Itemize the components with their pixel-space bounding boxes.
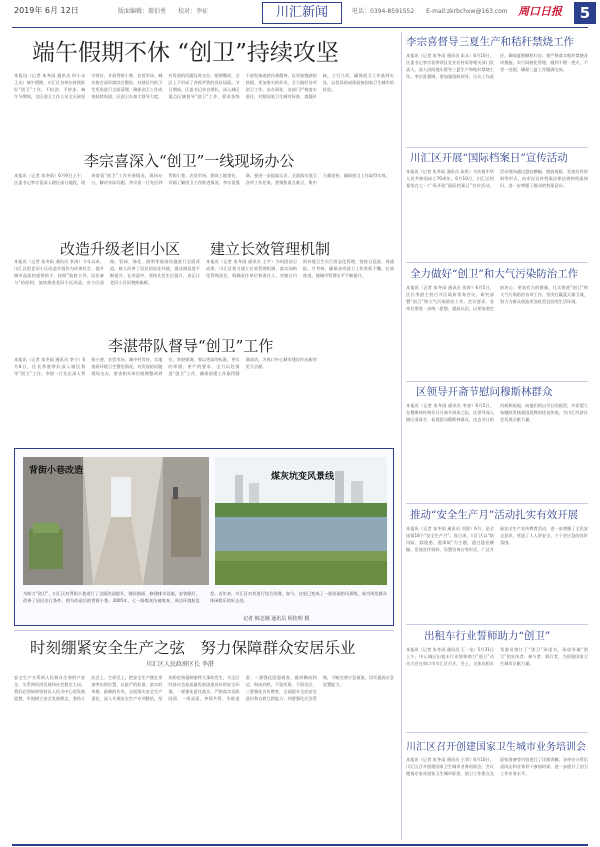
divider-photo [14, 630, 394, 631]
side-headline-5: 推动“安全生产月”活动扎实有效开展 [410, 509, 579, 521]
article-safety-body: 安全生产关系到人民群众生命财产安全，关系到经济发展和社会稳定大局。我们必须始终坚持以人民为中心的发展思想，牢固树立安全发展理念，坚持人民至上、生命至上，把安全生产摆在更加突出的位置，以最严的标准、最实的举措、最硬的作风，全面落实安全生产责任，深入开展安全生产专项整治，坚决防范和遏制重特大事故发生，为全区经济社会高质量发展创造良好的安全环境。一要强化责任落实，严格落实党政同责、一岗双责、齐抓共管、失职追责；二要强化隐患排查，做到横向到边、纵向到底，不留死角、不留盲区；三要强化宣传教育，全面提升全民安全意识和自救互救能力；四要强化应急管理，不断完善应急预案，切实提高应急处置能力。 [14, 675, 394, 701]
side-divider-1 [406, 147, 588, 148]
headline-li-zhan: 李湛带队督导“创卫”工作 [108, 337, 274, 355]
headline-old-community: 改造升级老旧小区 [60, 240, 181, 258]
headline-main: 端午假期不休 “创卫”持续攻坚 [32, 40, 339, 66]
article-old-community-body: 本报讯（记者 朱冬雨 通讯员 李涛）今年以来，川汇区把老旧小区改造升级作为改善民生、提升城市品质的重要抓手，按照“政府主导、居民参与”的原则，加快推进老旧小区改造，对小区道路、管网、绿化、照明等基础设施进行全面改造，极大改善了居民的居住环境，群众满意度不断提升。在改造中，坚持先民生后提升，真正让老旧小区旧貌换新颜。 [14, 259, 200, 285]
side-divider-5 [406, 624, 588, 625]
headline-safety: 时刻绷紧安全生产之弦 努力保障群众安居乐业 [30, 639, 356, 657]
section-title: 川汇新闻 [262, 2, 342, 24]
safety-byline: 川汇区人民政府区长 李湛 [146, 661, 214, 668]
side-article-7-body: 本报讯（记者 朱冬雨 通讯员 王翠）6月10日，川汇区召开创建国家卫生城市业务培训会。会议邀请专家对国家卫生城市标准、创卫工作要点及迎检准备等内容进行了详细讲解。各单位分管负责同志和业务骨干参加培训，进一步提升了创卫工作业务水平。 [406, 757, 588, 776]
side-article-5-body: 本报讯（记者 朱冬雨 通讯员 刘涛）6月，是全国第18个“安全生产月”。连日来，川汇区以“防风险、除隐患、遏事故”为主题，通过悬挂横幅、发放宣传资料、设置咨询台等形式，广泛开展安全生产宣传教育活动，进一步增强了全民安全意识，营造了人人讲安全、个个会应急的良好氛围。 [406, 526, 588, 552]
contact-info: 电话：0394-8591552 E-mail:zkrbchxw@163.com [352, 8, 508, 15]
article-main-body: 本报讯（记者 朱冬雨 通讯员 时小永 王永）端午假期，川汇区各单位持续抓好“创卫”工作，不松劲、不停步。端午节期间，全区创卫工作人员全天候坚守岗位，开展背街小巷、农贸市场、城乡接合部环境综合整治，对辖区内的卫生死角进行全面清理，确保创卫工作成效持续巩固。区创卫办加大督导力度，对发现的问题及时交办、限期整改，全区上下形成了齐抓共管的良好局面。节日期间，区委书记亲自带队，深入城区重点区域督导“创卫”工作，要求各级干部发扬连续作战精神，以更加饱满的热情、更加务实的作风，全力做好各项创卫工作。各办事处、各部门严格落实责任，对照国家卫生城市标准，查漏补缺，立行立改，确保创卫工作落到实处，以优异的成绩迎接国家卫生城市的检验。 [14, 73, 394, 99]
photo-alley-label: 背街小巷改造 [29, 466, 84, 476]
side-divider-6 [406, 732, 588, 733]
footer-rule [12, 844, 588, 846]
side-headline-1: 李宗喜督导三夏生产和秸秆禁烧工作 [406, 36, 574, 48]
side-headline-3: 全力做好“创卫”和大气污染防治工作 [410, 268, 579, 280]
masthead [0, 0, 600, 26]
photo-lake [215, 457, 387, 585]
side-headline-6: 出租车行业誓师助力“创卫” [424, 630, 551, 642]
page-number: 5 [574, 2, 596, 24]
side-headline-4: 区领导开斋节慰问穆斯林群众 [416, 386, 553, 398]
issue-date: 2019年 6月 12日 [14, 6, 79, 15]
alley-image-icon [23, 457, 209, 585]
headline-long-term: 建立长效管理机制 [210, 240, 331, 258]
photo-credit: 记者 韩志刚 通讯员 程钦明 摄 [243, 616, 310, 622]
header-rule [12, 27, 588, 28]
article-li-zhan-body: 本报讯（记者 朱冬雨 通讯员 李宁）6月8日，区长李湛带队深入辖区督导“创卫”工作。李湛一行先后深入背街小巷、农贸市场、城中村等处，实地查看环境卫生整治情况，对发现的问题现场交办，要求相关单位限期整改到位。李湛强调，要以更高的标准、更实的举措、更严的要求，全力以赴推进“创卫”工作，确保创建工作取得圆满成功，为周口中心城市建设作出新的更大贡献。 [14, 357, 317, 376]
headline-li-zongxi: 李宗喜深入“创卫”一线现场办公 [84, 152, 295, 170]
editor-info: 版面编辑：郝伯勇 校对：李征 [118, 8, 209, 15]
side-article-4-body: 本报讯（记者 朱冬雨 通讯员 李金）6月5日，在穆斯林传统节日开斋节到来之际，区领导深入辖区清真寺，看望慰问穆斯林群众，送去节日的问候和祝福，向他们致以节日的祝贺，并希望大家继续发扬爱国爱教的优良传统，为川汇经济社会发展贡献力量。 [406, 403, 588, 422]
side-headline-7: 川汇区召开创建国家卫生城市业务培训会 [406, 742, 586, 753]
side-headline-2: 川汇区开展“国际档案日”宣传活动 [410, 152, 568, 164]
photo-caption: 为助力“创卫”，川汇区对背街小巷进行了全面改造提升，铺设路面、修建排水设施，安装路灯，改善了居民出行条件。图为改造后的背街小巷。2005年，七一路煤灰坑被废弃，周边环境脏乱差。近年来，川汇区对其进行综合治理，如今，这里已变成了一道亮丽的风景线，成为周边群众休闲娱乐的好去处。 [23, 591, 387, 603]
side-article-2-body: 本报讯（记者 朱冬雨 通讯员 朱俭）为庆祝中华人民共和国成立70周年，6月10日，川汇区档案馆在七一广场开展“国际档案日”宣传活动。活动现场通过悬挂横幅、摆放展板、发放宣传资料等形式，向市民宣传档案法律法规和档案知识，进一步增强了群众的档案意识。 [406, 169, 588, 188]
side-article-1-body: 本报讯（记者 朱冬雨 通讯员 朱永）6月10日，区委书记李宗喜带领区农业农村局等相关部门负责人，深入田间地头督导三夏生产和秸秆禁烧工作。李宗喜强调，要加强组织领导，压实工作责任，确保夏粮颗粒归仓；要严格落实秸秆禁烧各项措施，实行网格化管理，做到不燃一把火、不冒一处烟，确保三夏工作圆满完成。 [406, 53, 588, 79]
article-long-term-body: 本报讯（记者 朱冬雨 通讯员 王宇）为巩固创卫成果，川汇区着力建立长效管理机制，落实网格化管理责任，明确责任单位和责任人，对辖区内的环境卫生实行常态化管理，坚持日巡查、周通报、月考核，确保各项创卫工作常抓不懈、长效推进，使城市管理水平不断提升。 [206, 259, 394, 278]
side-divider-3 [406, 381, 588, 382]
side-divider-2 [406, 262, 588, 263]
side-article-6-body: 本报讯（记者 朱冬雨 通讯员 王一龙）5月31日上午，中心城区出租车行业誓师助力“创卫”动员大会在周口市川汇区召开。会上，全体出租车驾驶员签订了“创卫”承诺书，承诺争做“创卫”的宣传者、参与者、践行者，为创建国家卫生城市贡献力量。 [406, 647, 588, 666]
side-article-3-body: 本报讯（记者 朱冬雨 通讯员 张婷）6月5日，区长李湛主持召开区政府常务会议，研究部署“创卫”和大气污染防治工作。会议要求，各单位要进一步统一思想，提高认识，以更加坚定的决心、更加有力的措施，扎实推进“创卫”和大气污染防治各项工作，坚决打赢蓝天保卫战，努力为群众创造更加优美宜居的生活环境。 [406, 285, 588, 311]
newspaper-logo: 周口日报 [518, 5, 562, 18]
photo-feature [14, 448, 394, 626]
side-divider-4 [406, 503, 588, 504]
article-li-zongxi-body: 本报讯（记者 朱冬雨）6月9日上午，区委书记李宗喜深入辖区部分地段，现场查看“创卫”工作开展情况，现场办公，解决实际问题。李宗喜一行先后到背街小巷、农贸市场、建筑工地等处，详细了解创卫工作推进情况。李宗喜强调，要进一步提高认识，全面落实创卫各项工作任务，要聚焦重点难点，集中力量攻坚，确保创卫工作取得实效。 [14, 173, 390, 185]
photo-alley [23, 457, 209, 585]
column-divider [401, 32, 402, 840]
photo-lake-label: 煤灰坑变风景线 [271, 472, 335, 482]
